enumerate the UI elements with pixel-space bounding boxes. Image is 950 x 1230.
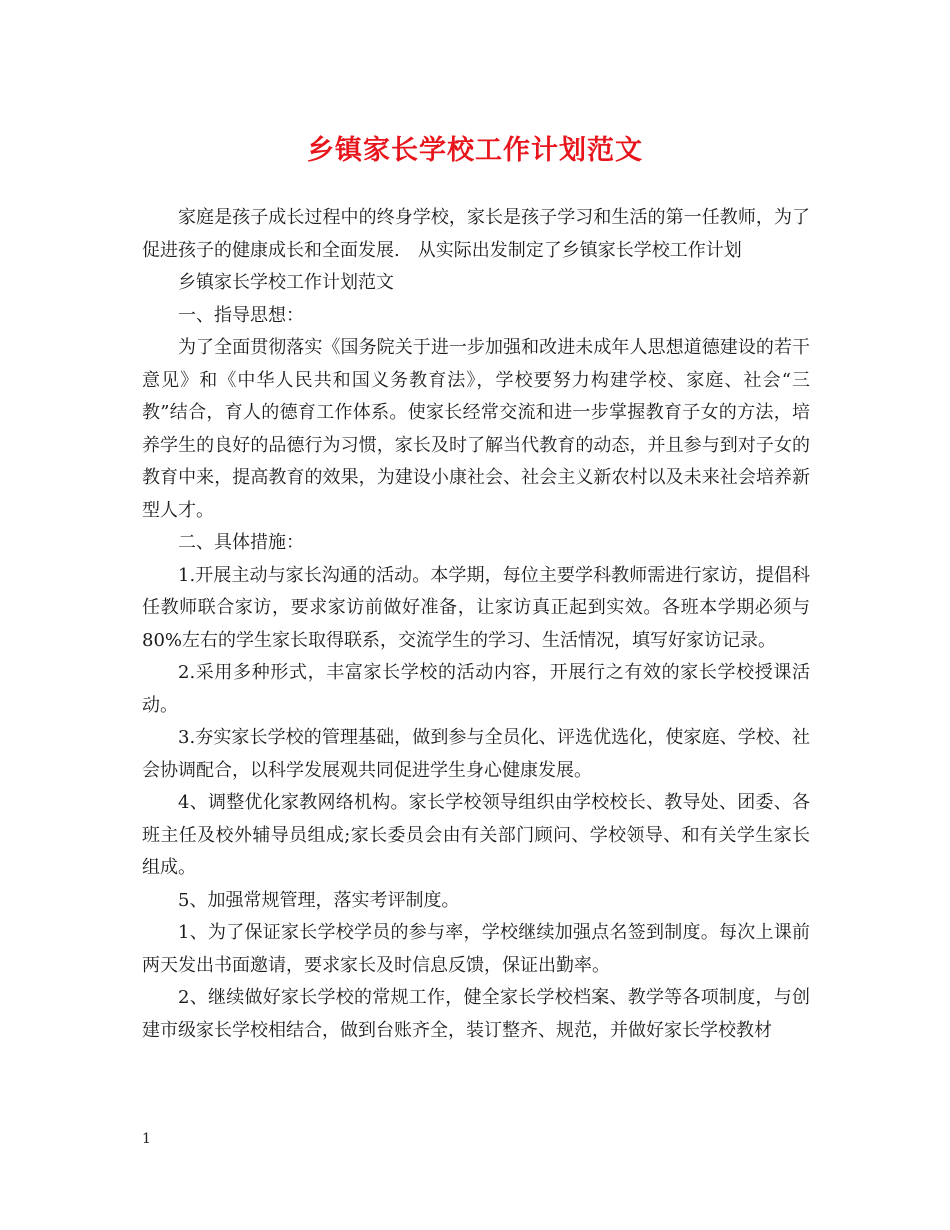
paragraph-intro: 家庭是孩子成长过程中的终身学校，家长是孩子学习和生活的第一任教师，为了促进孩子的健康成长和全面发展. 从实际出发制定了乡镇家长学校工作计划 xyxy=(142,207,810,261)
section-heading-measures: 二、具体措施： xyxy=(178,532,304,553)
paragraph-measure-3: 3.夯实家长学校的管理基础，做到参与全员化、评选优选化，使家庭、学校、社会协调配合，以科学发展观共同促进学生身心健康发展。 xyxy=(142,727,810,781)
paragraph-measure-4: 4、调整优化家教网络机构。家长学校领导组织由学校校长、教导处、团委、各班主任及校外辅导员组成;家长委员会由有关部门顾问、学校领导、和有关学生家长组成。 xyxy=(142,792,810,878)
document-body xyxy=(142,202,810,1047)
paragraph-sub-item-1: 1、为了保证家长学校学员的参与率，学校继续加强点名签到制度。每次上课前两天发出书面邀请，要求家长及时信息反馈，保证出勤率。 xyxy=(142,922,810,976)
document-title: 乡镇家长学校工作计划范文 xyxy=(307,135,643,166)
paragraph-subtitle: 乡镇家长学校工作计划范文 xyxy=(178,272,394,293)
paragraph-measure-1: 1.开展主动与家长沟通的活动。本学期，每位主要学科教师需进行家访，提倡科任教师联合家访，要求家访前做好准备，让家访真正起到实效。各班本学期必须与80%左右的学生家长取得联系，交流学生的学习、生活情况，填写好家访记录。 xyxy=(142,564,810,651)
page-number: 1 xyxy=(142,1131,151,1147)
section-heading-guiding-ideology: 一、指导思想： xyxy=(178,304,304,326)
paragraph-measure-2: 2.采用多种形式，丰富家长学校的活动内容，开展行之有效的家长学校授课活动。 xyxy=(142,662,810,716)
paragraph-sub-item-2: 2、继续做好家长学校的常规工作，健全家长学校档案、教学等各项制度，与创建市级家长学校相结合，做到台账齐全，装订整齐、规范，并做好家长学校教材 xyxy=(142,987,810,1041)
paragraph-measure-5: 5、加强常规管理，落实考评制度。 xyxy=(178,889,460,911)
paragraph-guiding-ideology: 为了全面贯彻落实《国务院关于进一步加强和改进未成年人思想道德建设的若干意见》和《中华人民共和国义务教育法》，学校要努力构建学校、家庭、社会“三教”结合，育人的德育工作体系。使家长经常交流和进一步掌握教育子女的方法，培养学生的良好的品德行为习惯，家长及时了解当代教育的动态，并且参与到对子女的教育中来，提高教育的效果，为建设小康社会、社会主义新农村以及未来社会培养新型人才。 xyxy=(142,337,810,521)
